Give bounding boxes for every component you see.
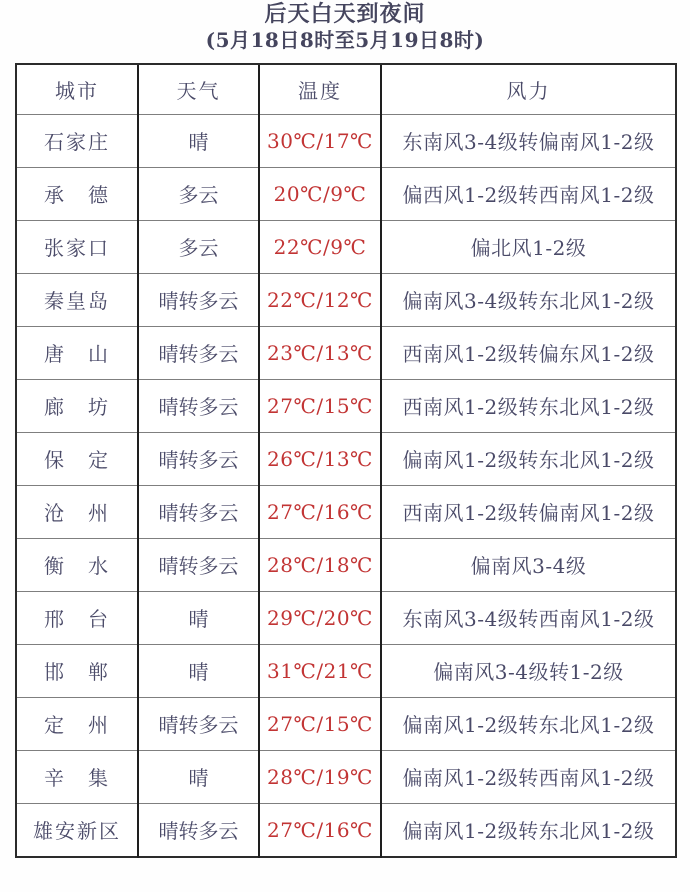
wind-cell: 偏南风1-2级转西南风1-2级 xyxy=(381,750,676,803)
wind-cell: 西南风1-2级转东北风1-2级 xyxy=(381,379,676,432)
wind-cell: 偏西风1-2级转西南风1-2级 xyxy=(381,167,676,220)
wind-cell: 偏南风3-4级 xyxy=(381,538,676,591)
col-header-wind: 风力 xyxy=(381,64,676,114)
weather-cell: 多云 xyxy=(138,220,259,273)
table-row xyxy=(16,273,676,326)
table-row xyxy=(16,167,676,220)
temperature-cell: 28℃/18℃ xyxy=(259,538,381,591)
table-row xyxy=(16,432,676,485)
city-cell: 秦皇岛 xyxy=(16,273,138,326)
temperature-cell: 27℃/16℃ xyxy=(259,803,381,857)
wind-cell: 偏南风1-2级转东北风1-2级 xyxy=(381,803,676,857)
city-cell: 雄安新区 xyxy=(16,803,138,857)
page-subtitle: (5月18日8时至5月19日8时) xyxy=(205,28,485,52)
wind-cell: 偏南风1-2级转东北风1-2级 xyxy=(381,697,676,750)
wind-cell: 偏南风3-4级转1-2级 xyxy=(381,644,676,697)
page-title-block xyxy=(0,1,690,53)
weather-cell: 晴转多云 xyxy=(138,432,259,485)
table-row xyxy=(16,644,676,697)
weather-table xyxy=(15,63,677,858)
wind-cell: 东南风3-4级转偏南风1-2级 xyxy=(381,114,676,167)
weather-cell: 晴转多云 xyxy=(138,326,259,379)
weather-cell: 晴转多云 xyxy=(138,273,259,326)
col-header-temperature: 温度 xyxy=(259,64,381,114)
temperature-cell: 22℃/12℃ xyxy=(259,273,381,326)
table-row xyxy=(16,803,676,857)
table-row xyxy=(16,220,676,273)
table-row xyxy=(16,750,676,803)
table-row xyxy=(16,591,676,644)
wind-cell: 偏南风3-4级转东北风1-2级 xyxy=(381,273,676,326)
weather-cell: 晴 xyxy=(138,591,259,644)
weather-cell: 晴转多云 xyxy=(138,485,259,538)
city-cell: 衡 水 xyxy=(16,538,138,591)
temperature-cell: 31℃/21℃ xyxy=(259,644,381,697)
temperature-cell: 22℃/9℃ xyxy=(259,220,381,273)
wind-cell: 偏北风1-2级 xyxy=(381,220,676,273)
city-cell: 保 定 xyxy=(16,432,138,485)
weather-cell: 晴转多云 xyxy=(138,538,259,591)
col-header-city: 城市 xyxy=(16,64,138,114)
temperature-cell: 23℃/13℃ xyxy=(259,326,381,379)
city-cell: 承 德 xyxy=(16,167,138,220)
weather-cell: 多云 xyxy=(138,167,259,220)
wind-cell: 西南风1-2级转偏东风1-2级 xyxy=(381,326,676,379)
temperature-cell: 27℃/15℃ xyxy=(259,697,381,750)
wind-cell: 西南风1-2级转偏南风1-2级 xyxy=(381,485,676,538)
city-cell: 廊 坊 xyxy=(16,379,138,432)
weather-cell: 晴 xyxy=(138,750,259,803)
page-title: 后天白天到夜间 xyxy=(264,1,426,27)
city-cell: 张家口 xyxy=(16,220,138,273)
city-cell: 定 州 xyxy=(16,697,138,750)
table-header-row xyxy=(16,64,676,114)
weather-cell: 晴转多云 xyxy=(138,379,259,432)
col-header-weather: 天气 xyxy=(138,64,259,114)
table-row xyxy=(16,326,676,379)
temperature-cell: 26℃/13℃ xyxy=(259,432,381,485)
city-cell: 沧 州 xyxy=(16,485,138,538)
temperature-cell: 20℃/9℃ xyxy=(259,167,381,220)
table-row xyxy=(16,485,676,538)
table-row xyxy=(16,114,676,167)
city-cell: 石家庄 xyxy=(16,114,138,167)
weather-cell: 晴 xyxy=(138,644,259,697)
temperature-cell: 29℃/20℃ xyxy=(259,591,381,644)
temperature-cell: 28℃/19℃ xyxy=(259,750,381,803)
temperature-cell: 27℃/16℃ xyxy=(259,485,381,538)
weather-cell: 晴转多云 xyxy=(138,803,259,857)
table-row xyxy=(16,697,676,750)
city-cell: 唐 山 xyxy=(16,326,138,379)
weather-cell: 晴 xyxy=(138,114,259,167)
city-cell: 辛 集 xyxy=(16,750,138,803)
temperature-cell: 30℃/17℃ xyxy=(259,114,381,167)
wind-cell: 东南风3-4级转西南风1-2级 xyxy=(381,591,676,644)
table-row xyxy=(16,379,676,432)
city-cell: 邢 台 xyxy=(16,591,138,644)
weather-cell: 晴转多云 xyxy=(138,697,259,750)
table-row xyxy=(16,538,676,591)
wind-cell: 偏南风1-2级转东北风1-2级 xyxy=(381,432,676,485)
temperature-cell: 27℃/15℃ xyxy=(259,379,381,432)
city-cell: 邯 郸 xyxy=(16,644,138,697)
